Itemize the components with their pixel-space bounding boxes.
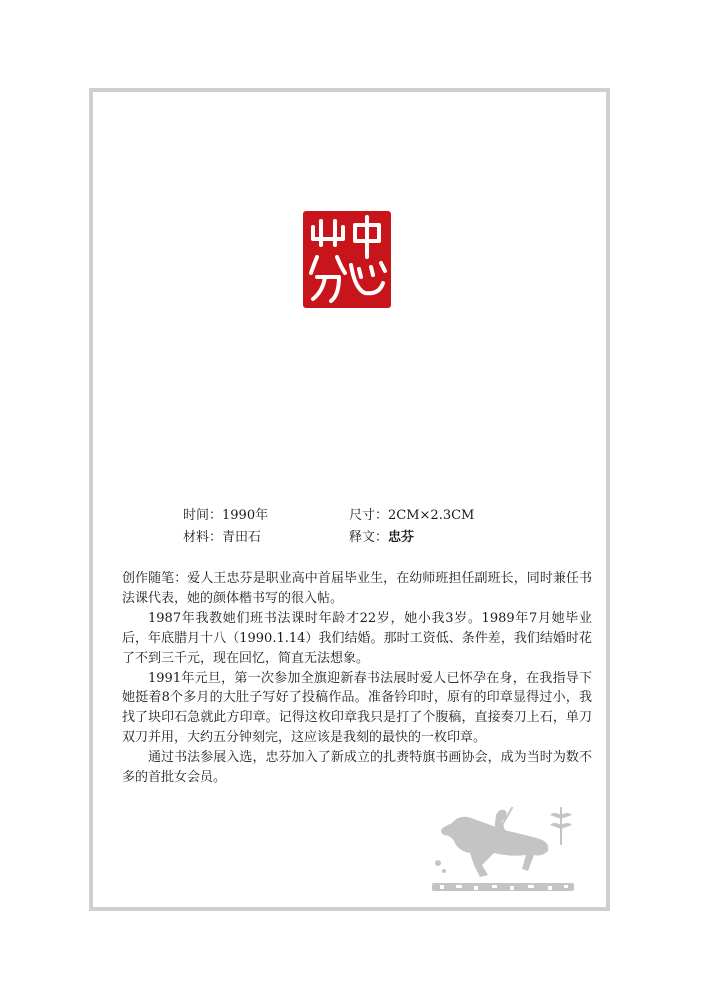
material-value: 青田石 xyxy=(222,530,262,545)
notes-paragraph xyxy=(122,569,592,609)
reading-label: 释文： xyxy=(349,530,389,545)
time-label: 时间： xyxy=(183,508,223,523)
reading-value: 忠芬 xyxy=(388,530,415,545)
horse-rider-stamp xyxy=(430,805,580,897)
notes-paragraph-text: 爱人王忠芬是职业高中首届毕业生，在幼师班担任副班长，同时兼任书法课代表，她的颜体楷书写的很入帖。 xyxy=(122,571,592,606)
meta-reading xyxy=(349,530,414,546)
creation-notes xyxy=(122,569,592,788)
seal-glyphs-icon xyxy=(303,211,391,308)
size-label: 尺寸： xyxy=(349,508,389,523)
notes-paragraph: 1987年我教她们班书法课时年龄才22岁，她小我3岁。1989年7月她毕业后，年底腊月十八（1990.1.14）我们结婚。那时工资低、条件差，我们结婚时花了不到三千元，现在回忆，简直无法想象。 xyxy=(122,610,592,666)
seal-impression xyxy=(303,211,391,308)
meta-time xyxy=(183,508,268,524)
meta-size xyxy=(349,508,474,524)
meta-material xyxy=(183,530,261,546)
size-value: 2CM×2.3CM xyxy=(388,508,475,523)
notes-paragraph: 通过书法参展入选，忠芬加入了新成立的扎赉特旗书画协会，成为当时为数不多的首批女会员。 xyxy=(122,750,592,786)
time-value: 1990年 xyxy=(222,508,269,523)
notes-heading: 创作随笔： xyxy=(122,571,188,586)
notes-paragraph: 1991年元旦，第一次参加全旗迎新春书法展时爱人已怀孕在身，在我指导下她挺着8个多月的大肚子写好了投稿作品。准备钤印时，原有的印章显得过小，我找了块印石急就此方印章。记得这枚印章我只是打了个腹稿，直接奏刀上石，单刀双刀并用，大约五分钟刻完，这应该是我刻的最快的一枚印章。 xyxy=(122,670,592,746)
material-label: 材料： xyxy=(183,530,223,545)
horse-rider-icon xyxy=(430,805,580,897)
